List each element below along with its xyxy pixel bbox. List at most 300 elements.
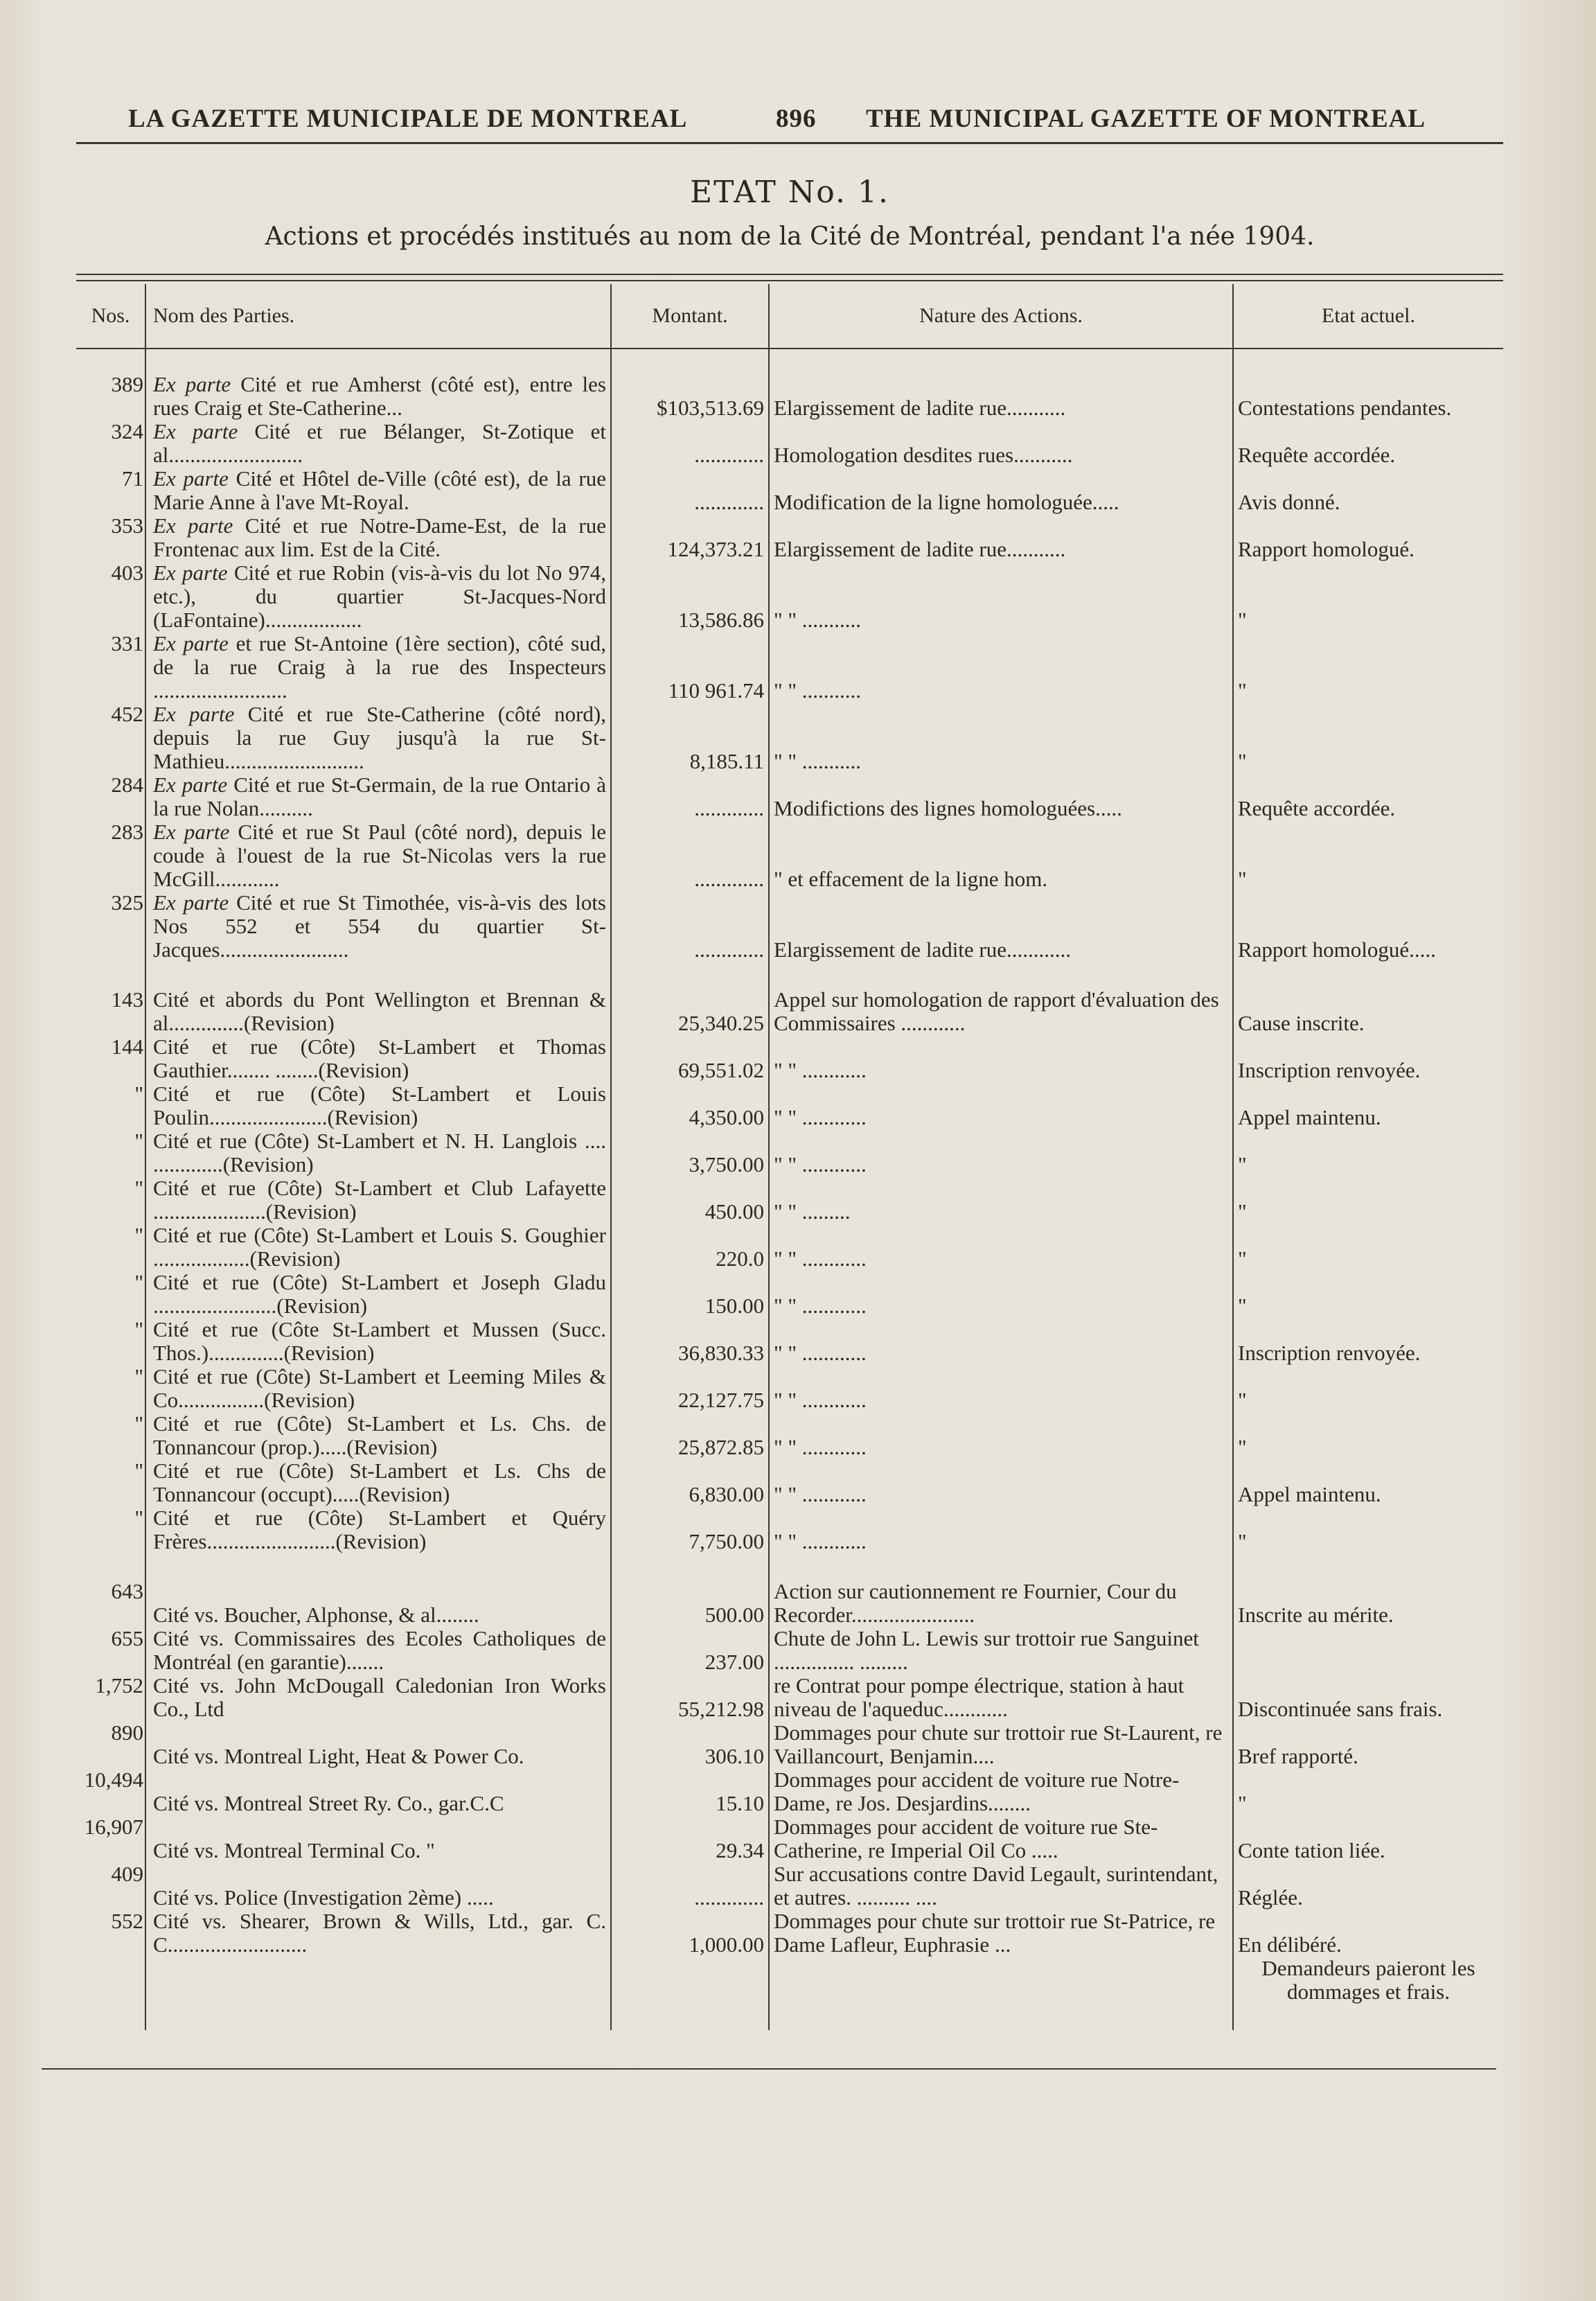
page-subtitle: Actions et procédés institués au nom de la Cité de Montréal, pendant l'a née 1904.	[265, 222, 1315, 251]
cell-montant	[611, 1862, 769, 1910]
cell-parties	[145, 703, 611, 773]
cell-montant	[611, 1082, 769, 1129]
cell-number	[76, 988, 145, 1035]
row-number: 452	[111, 702, 143, 726]
action-nature: " " ............	[774, 1152, 867, 1176]
table-row	[76, 1957, 1503, 2004]
table-row	[76, 1129, 1503, 1176]
cell-etat	[1233, 1815, 1503, 1862]
cell-parties	[145, 1035, 611, 1082]
action-nature: " " ............	[774, 1388, 867, 1412]
cell-number	[76, 1506, 145, 1553]
cell-number	[76, 1365, 145, 1412]
spacer-cell	[145, 1553, 611, 1580]
party-names: Cité vs. Commissaires des Ecoles Catholiques de Montréal (en garantie).......	[153, 1626, 606, 1674]
action-nature: re Contrat pour pompe électrique, station à haut niveau de l'aqueduc............	[774, 1673, 1185, 1721]
row-number: 283	[111, 820, 143, 844]
cell-nature	[769, 561, 1233, 632]
current-status: Cause inscrite.	[1238, 1011, 1365, 1035]
action-nature: " " ...........	[774, 678, 862, 703]
row-number: "	[134, 1082, 143, 1106]
cell-montant	[611, 1129, 769, 1176]
spacer-cell	[76, 2004, 145, 2030]
cell-etat	[1233, 1674, 1503, 1721]
spacer-cell	[769, 349, 1233, 373]
amount: 150.00	[704, 1294, 764, 1318]
ex-parte-label: Ex parte	[153, 419, 238, 443]
row-number: 325	[111, 890, 143, 915]
cell-parties	[145, 1815, 611, 1862]
header-left-title: LA GAZETTE MUNICIPALE DE MONTREAL	[128, 105, 688, 133]
amount: 1,000.00	[689, 1932, 764, 1957]
cell-nature	[769, 1721, 1233, 1768]
cell-nature	[769, 703, 1233, 773]
amount: 8,185.11	[689, 749, 764, 773]
cell-number	[76, 773, 145, 820]
action-nature: " " ............	[774, 1341, 867, 1365]
current-status: Bref rapporté.	[1238, 1744, 1358, 1768]
current-status: Inscription renvoyée.	[1238, 1341, 1421, 1365]
cell-parties	[145, 1412, 611, 1459]
current-status: Contestations pendantes.	[1238, 396, 1452, 420]
action-nature: " " ............	[774, 1294, 867, 1318]
row-number: 389	[111, 372, 143, 396]
cell-montant	[611, 1580, 769, 1627]
cell-parties	[145, 1862, 611, 1910]
party-names: Cité et rue Ste-Catherine (côté nord), depuis la rue Guy jusqu'à la rue St-Mathieu..........................	[153, 702, 606, 773]
ex-parte-label: Ex parte	[153, 466, 229, 491]
table-row	[76, 1721, 1503, 1768]
table-row	[76, 1862, 1503, 1910]
row-number: 890	[111, 1720, 143, 1745]
party-names: Cité et abords du Pont Wellington et Brennan & al..............(Revision)	[153, 987, 606, 1035]
current-status: "	[1238, 1435, 1247, 1459]
cell-nature	[769, 1580, 1233, 1627]
cell-montant	[611, 1224, 769, 1271]
cell-nature	[769, 1815, 1233, 1862]
cell-nature	[769, 1768, 1233, 1815]
cell-etat	[1233, 373, 1503, 420]
cell-number	[76, 1862, 145, 1910]
current-status: "	[1238, 1294, 1247, 1318]
cell-etat	[1233, 1176, 1503, 1224]
cell-nature	[769, 420, 1233, 467]
spacer-cell	[769, 1553, 1233, 1580]
table-row	[76, 703, 1503, 773]
cell-parties	[145, 1580, 611, 1627]
current-status: Demandeurs paieront les dommages et frais.	[1261, 1956, 1475, 2004]
cell-nature	[769, 1224, 1233, 1271]
cell-nature	[769, 373, 1233, 420]
table-row	[76, 420, 1503, 467]
row-number: "	[134, 1506, 143, 1530]
amount: 13,586.86	[678, 608, 764, 632]
action-nature: " " ............	[774, 1105, 867, 1129]
amount: 55,212.98	[678, 1697, 764, 1721]
cell-number	[76, 1910, 145, 1957]
cell-parties	[145, 1318, 611, 1365]
cell-nature	[769, 1365, 1233, 1412]
row-number: 353	[111, 513, 143, 538]
spacer-cell	[611, 2004, 769, 2030]
cell-parties	[145, 373, 611, 420]
cell-number	[76, 373, 145, 420]
header-right-title: THE MUNICIPAL GAZETTE OF MONTREAL	[866, 105, 1426, 133]
cell-number	[76, 467, 145, 514]
party-names: Cité vs. Police (Investigation 2ème) .....	[153, 1885, 494, 1910]
row-number: "	[134, 1411, 143, 1436]
amount: .............	[694, 490, 764, 514]
party-names: Cité et rue (Côte) St-Lambert et Leeming Miles & Co................(Revision)	[153, 1364, 606, 1412]
current-status: Rapport homologué.	[1238, 537, 1415, 561]
cell-montant	[611, 988, 769, 1035]
party-names: Cité et rue (Côte) St-Lambert et Ls. Chs de Tonnancour (occupt).....(Revision)	[153, 1458, 606, 1506]
amount: 69,551.02	[678, 1058, 764, 1082]
cell-etat	[1233, 1412, 1503, 1459]
party-names: Cité vs. Montreal Terminal Co. "	[153, 1838, 435, 1862]
running-header	[76, 104, 1503, 146]
current-status: Conte tation liée.	[1238, 1838, 1385, 1862]
row-number: "	[134, 1129, 143, 1153]
cell-parties	[145, 1957, 611, 2004]
cell-montant	[611, 1768, 769, 1815]
amount: 237.00	[704, 1650, 764, 1674]
cell-etat	[1233, 1129, 1503, 1176]
cell-nature	[769, 1035, 1233, 1082]
party-names: Cité et rue (Côte) St-Lambert et N. H. Langlois .... .............(Revision)	[153, 1129, 606, 1176]
row-number: "	[134, 1317, 143, 1341]
cell-montant	[611, 703, 769, 773]
party-names: Cité et rue St Timothée, vis-à-vis des lots Nos 552 et 554 du quartier St-Jacques........................	[153, 890, 606, 962]
action-nature: Dommages pour accident de voiture rue Notre-Dame, re Jos. Desjardins........	[774, 1767, 1180, 1815]
cell-montant	[611, 632, 769, 703]
row-number: 1,752	[95, 1673, 143, 1698]
cell-nature	[769, 1674, 1233, 1721]
cell-montant	[611, 1957, 769, 2004]
amount: 220.0	[716, 1246, 764, 1271]
current-status: "	[1238, 1388, 1247, 1412]
cell-montant	[611, 1459, 769, 1506]
action-nature: Homologation desdites rues...........	[774, 443, 1073, 467]
table-row	[76, 1627, 1503, 1674]
cell-parties	[145, 632, 611, 703]
cell-nature	[769, 1957, 1233, 2004]
table-row	[76, 820, 1503, 891]
amount: 110 961.74	[668, 678, 764, 703]
ex-parte-label: Ex parte	[153, 820, 230, 844]
cell-nature	[769, 1910, 1233, 1957]
table-row	[76, 1910, 1503, 1957]
cell-nature	[769, 1459, 1233, 1506]
ex-parte-label: Ex parte	[153, 513, 233, 538]
cell-nature	[769, 988, 1233, 1035]
cell-number	[76, 1627, 145, 1674]
cell-etat	[1233, 514, 1503, 561]
action-nature: Dommages pour chute sur trottoir rue St-Patrice, re Dame Lafleur, Euphrasie ...	[774, 1909, 1216, 1957]
cell-etat	[1233, 1627, 1503, 1674]
amount: .............	[694, 443, 764, 467]
cell-montant	[611, 373, 769, 420]
row-number: "	[134, 1176, 143, 1200]
action-nature: Dommages pour chute sur trottoir rue St-Laurent, re Vaillancourt, Benjamin....	[774, 1720, 1223, 1768]
party-names: Cité et rue Bélanger, St-Zotique et al.........................	[153, 419, 606, 467]
cell-number	[76, 1082, 145, 1129]
action-nature: Elargissement de ladite rue............	[774, 937, 1072, 962]
action-nature: " " ............	[774, 1529, 867, 1553]
col-header-nos: Nos.	[76, 284, 145, 349]
current-status: "	[1238, 678, 1247, 703]
spacer-row	[76, 962, 1503, 988]
cell-etat	[1233, 1506, 1503, 1553]
spacer-cell	[76, 962, 145, 988]
amount: 500.00	[704, 1603, 764, 1627]
cell-montant	[611, 420, 769, 467]
table-row	[76, 1224, 1503, 1271]
col-header-nature: Nature des Actions.	[769, 284, 1233, 349]
party-names: Cité vs. Shearer, Brown & Wills, Ltd., gar. C. C..........................	[153, 1909, 606, 1957]
spacer-cell	[611, 349, 769, 373]
cell-parties	[145, 1627, 611, 1674]
table-row	[76, 632, 1503, 703]
row-number: "	[134, 1364, 143, 1388]
cell-etat	[1233, 420, 1503, 467]
table-row	[76, 514, 1503, 561]
spacer-cell	[1233, 2004, 1503, 2030]
row-number: 643	[111, 1579, 143, 1603]
cell-etat	[1233, 1271, 1503, 1318]
cell-nature	[769, 1129, 1233, 1176]
cell-nature	[769, 1862, 1233, 1910]
cell-montant	[611, 561, 769, 632]
action-nature: " " ............	[774, 1246, 867, 1271]
table-row	[76, 1768, 1503, 1815]
cell-nature	[769, 891, 1233, 962]
party-names: Cité et Hôtel de-Ville (côté est), de la rue Marie Anne à l'ave Mt-Royal.	[153, 466, 606, 514]
cell-parties	[145, 420, 611, 467]
cell-number	[76, 420, 145, 467]
row-number: 284	[111, 773, 143, 797]
spacer-cell	[1233, 1553, 1503, 1580]
action-nature: " " ............	[774, 1435, 867, 1459]
actions-table	[76, 284, 1503, 2030]
table-row	[76, 561, 1503, 632]
action-nature: " " ...........	[774, 749, 862, 773]
spacer-cell	[611, 1553, 769, 1580]
action-nature: Elargissement de ladite rue...........	[774, 537, 1066, 561]
row-number: 331	[111, 631, 143, 655]
cell-parties	[145, 561, 611, 632]
table-body	[76, 349, 1503, 2030]
cell-montant	[611, 1674, 769, 1721]
table-row	[76, 1412, 1503, 1459]
cell-number	[76, 820, 145, 891]
party-names: Cité et rue (Côte St-Lambert et Mussen (Succ. Thos.)..............(Revision)	[153, 1317, 606, 1365]
table-row	[76, 891, 1503, 962]
cell-parties	[145, 1082, 611, 1129]
current-status: "	[1238, 608, 1247, 632]
current-status: Discontinuée sans frais.	[1238, 1697, 1443, 1721]
amount: 22,127.75	[678, 1388, 764, 1412]
action-nature: Elargissement de ladite rue...........	[774, 396, 1066, 420]
spacer-cell	[145, 962, 611, 988]
action-nature: Chute de John L. Lewis sur trottoir rue Sanguinet ............... .........	[774, 1626, 1199, 1674]
cell-number	[76, 1129, 145, 1176]
cell-montant	[611, 1910, 769, 1957]
cell-etat	[1233, 820, 1503, 891]
col-header-etat: Etat actuel.	[1233, 284, 1503, 349]
col-header-parties: Nom des Parties.	[145, 284, 611, 349]
table-row	[76, 773, 1503, 820]
cell-nature	[769, 1412, 1233, 1459]
party-names: Cité et rue (Côte) St-Lambert et Thomas Gauthier........ ........(Revision)	[153, 1034, 606, 1082]
cell-number	[76, 703, 145, 773]
cell-number	[76, 514, 145, 561]
current-status: Inscrite au mérite.	[1238, 1603, 1394, 1627]
cell-etat	[1233, 1035, 1503, 1082]
row-number: 10,494	[84, 1767, 143, 1792]
cell-nature	[769, 467, 1233, 514]
action-nature: " " ............	[774, 1482, 867, 1506]
party-names: Cité et rue St Paul (côté nord), depuis le coude à l'ouest de la rue St-Nicolas vers la rue McGill............	[153, 820, 607, 891]
cell-nature	[769, 820, 1233, 891]
header-rule	[76, 142, 1503, 144]
cell-etat	[1233, 1768, 1503, 1815]
cell-montant	[611, 773, 769, 820]
amount: $103,513.69	[657, 396, 764, 420]
spacer-cell	[1233, 962, 1503, 988]
cell-number	[76, 1957, 145, 2004]
cell-number	[76, 1674, 145, 1721]
cell-nature	[769, 1176, 1233, 1224]
current-status: "	[1238, 867, 1247, 891]
cell-parties	[145, 1674, 611, 1721]
table-row	[76, 1674, 1503, 1721]
party-names: Cité et rue (Côte) St-Lambert et Joseph Gladu .......................(Revision)	[153, 1270, 606, 1318]
cell-parties	[145, 1224, 611, 1271]
cell-montant	[611, 1627, 769, 1674]
cell-etat	[1233, 988, 1503, 1035]
current-status: Appel maintenu.	[1238, 1105, 1381, 1129]
party-names: et rue St-Antoine (1ère section), côté sud, de la rue Craig à la rue des Inspecteurs .........................	[153, 631, 606, 703]
action-nature: Appel sur homologation de rapport d'évaluation des Commissaires ............	[774, 987, 1219, 1035]
amount: 6,830.00	[689, 1482, 764, 1506]
table-row	[76, 1815, 1503, 1862]
cell-parties	[145, 1129, 611, 1176]
amount: .............	[694, 937, 764, 962]
table-row	[76, 1035, 1503, 1082]
table-row	[76, 1459, 1503, 1506]
cell-etat	[1233, 1862, 1503, 1910]
cell-montant	[611, 1271, 769, 1318]
table-row	[76, 1318, 1503, 1365]
amount: 7,750.00	[689, 1529, 764, 1553]
party-names: Cité et rue Robin (vis-à-vis du lot No 974, etc.), du quartier St-Jacques-Nord (LaFontaine)..................	[153, 561, 606, 632]
spacer-row	[76, 1553, 1503, 1580]
spacer-cell	[611, 962, 769, 988]
cell-number	[76, 632, 145, 703]
party-names: Cité vs. Montreal Light, Heat & Power Co.	[153, 1744, 524, 1768]
action-nature: " " .........	[774, 1199, 851, 1224]
action-nature: Action sur cautionnement re Fournier, Cour du Recorder.......................	[774, 1579, 1177, 1627]
amount: .............	[694, 796, 764, 820]
action-nature: Dommages pour accident de voiture rue Ste-Catherine, re Imperial Oil Co .....	[774, 1815, 1158, 1862]
cell-etat	[1233, 1365, 1503, 1412]
cell-number	[76, 1035, 145, 1082]
cell-etat	[1233, 467, 1503, 514]
amount: 15.10	[716, 1791, 764, 1815]
row-number: "	[134, 1223, 143, 1247]
cell-nature	[769, 1506, 1233, 1553]
cell-number	[76, 1815, 145, 1862]
party-names: Cité vs. Montreal Street Ry. Co., gar.C.C	[153, 1791, 504, 1815]
cell-etat	[1233, 1224, 1503, 1271]
amount: 450.00	[704, 1199, 764, 1224]
row-number: 71	[122, 466, 143, 491]
ex-parte-label: Ex parte	[153, 372, 231, 396]
amount: 124,373.21	[667, 537, 764, 561]
cell-etat	[1233, 1580, 1503, 1627]
cell-nature	[769, 1082, 1233, 1129]
row-number: 409	[111, 1862, 143, 1886]
table-row	[76, 988, 1503, 1035]
cell-montant	[611, 467, 769, 514]
cell-etat	[1233, 703, 1503, 773]
amount: .............	[694, 867, 764, 891]
party-names: Cité et rue Amherst (côté est), entre les rues Craig et Ste-Catherine...	[153, 372, 606, 420]
spacer-row	[76, 2004, 1503, 2030]
table-bottom-rule	[42, 2068, 1496, 2070]
party-names: Cité et rue (Côte) St-Lambert et Louis S. Goughier ..................(Revision)	[153, 1223, 606, 1271]
current-status: "	[1238, 1152, 1247, 1176]
amount: 36,830.33	[678, 1341, 764, 1365]
cell-etat	[1233, 632, 1503, 703]
cell-montant	[611, 1815, 769, 1862]
cell-nature	[769, 1318, 1233, 1365]
cell-etat	[1233, 1318, 1503, 1365]
cell-number	[76, 1176, 145, 1224]
amount: 306.10	[704, 1744, 764, 1768]
current-status: Appel maintenu.	[1238, 1482, 1381, 1506]
current-status: En délibéré.	[1238, 1932, 1342, 1957]
cell-parties	[145, 988, 611, 1035]
cell-etat	[1233, 561, 1503, 632]
action-nature: Sur accusations contre David Legault, surintendant, et autres. .......... ....	[774, 1862, 1218, 1910]
current-status: Requête accordée.	[1238, 796, 1396, 820]
cell-number	[76, 1412, 145, 1459]
cell-montant	[611, 891, 769, 962]
cell-etat	[1233, 1957, 1503, 2004]
amount: 29.34	[716, 1838, 764, 1862]
table-row	[76, 1082, 1503, 1129]
amount: 25,340.25	[678, 1011, 764, 1035]
amount: 4,350.00	[689, 1105, 764, 1129]
party-names: Cité vs. John McDougall Caledonian Iron Works Co., Ltd	[153, 1673, 606, 1721]
row-number: 403	[111, 561, 143, 585]
cell-nature	[769, 514, 1233, 561]
cell-parties	[145, 820, 611, 891]
cell-montant	[611, 1176, 769, 1224]
cell-parties	[145, 1768, 611, 1815]
cell-etat	[1233, 891, 1503, 962]
amount: .............	[694, 1885, 764, 1910]
cell-parties	[145, 1910, 611, 1957]
cell-etat	[1233, 1910, 1503, 1957]
amount: 25,872.85	[678, 1435, 764, 1459]
action-nature: " " ............	[774, 1058, 867, 1082]
ex-parte-label: Ex parte	[153, 561, 228, 585]
spacer-cell	[769, 962, 1233, 988]
party-names: Cité et rue (Côte) St-Lambert et Ls. Chs. de Tonnancour (prop.).....(Revision)	[153, 1411, 606, 1459]
